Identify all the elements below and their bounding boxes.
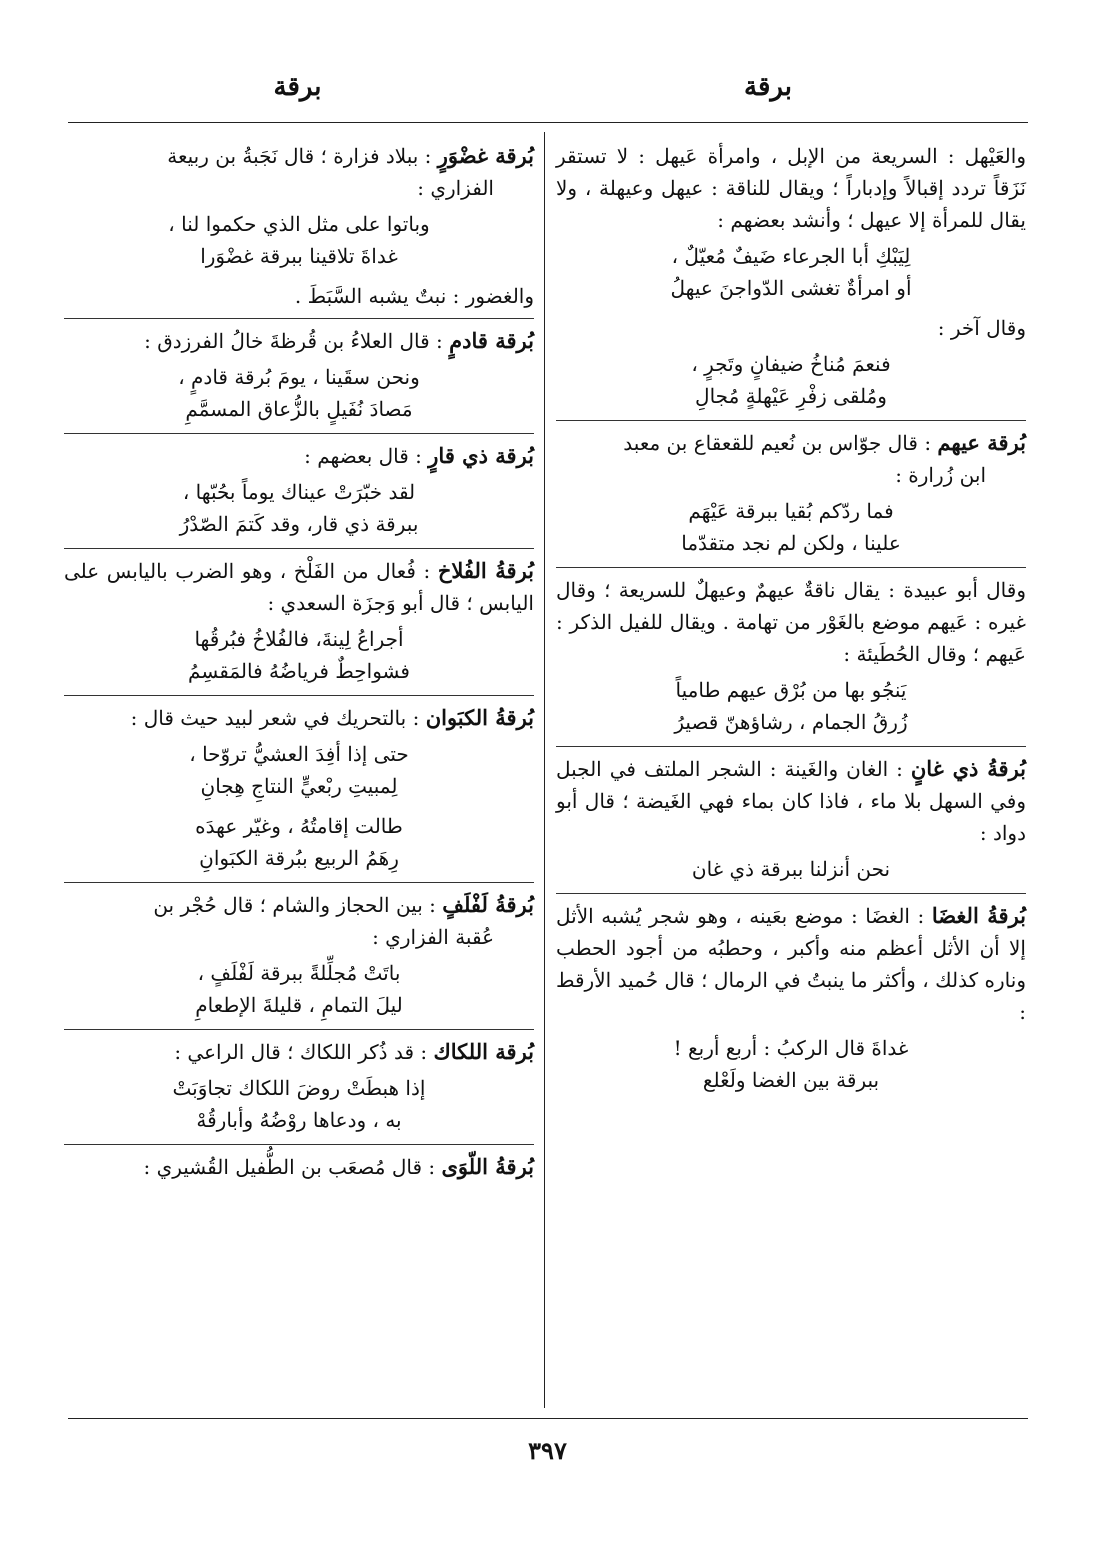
entry-text: : الغضَا : موضع بعَينه ، وهو شجر يُشبه الأثل إلا أن الأثل أعظم منه وأكبر ، وحطبُه من أجود الحطب وناره كذلك ، وأكثر ما ينبتُ في الرمال ؛ قال حُميد الأرقط :: [556, 904, 1026, 1024]
verse-line: أجراعُ لِينةَ، فالفُلاخُ فبُرقُها: [194, 627, 404, 651]
verse-line: فشواحِطٌ فرياضُهُ فالمَقسِمُ: [188, 659, 410, 683]
entry-text: وقال أبو عبيدة : يقال ناقةٌ عيهمٌ وعيهلٌ للسريعة ؛ وقال غيره : عَيهم موضع بالغَوْر من تهامة . ويقال للفيل الذكر : عَيهم ؛ وقال الحُطَيئة :: [556, 578, 1026, 666]
verse-line: مَصادَ نُفَيلٍ بالزُّعاق المسمَّمِ: [185, 397, 413, 421]
verse: [64, 957, 534, 1021]
verse: [64, 1072, 534, 1136]
verse: [556, 674, 1026, 738]
entry-text: ابن زُرارة :: [895, 463, 986, 487]
verse-line: لِمبيتِ ربْعيٍّ النتاجِ هِجانِ: [200, 774, 398, 798]
entry-divider: [64, 433, 534, 434]
entry: [64, 702, 534, 734]
verse: [556, 853, 1026, 885]
entry-divider: [556, 420, 1026, 421]
entry-divider: [556, 567, 1026, 568]
entry-text: والغضور : نبتٌ يشبه السَّبَطَ .: [294, 284, 534, 308]
verse: [64, 361, 534, 425]
entry-text: عُقبة الفزاري :: [372, 925, 494, 949]
headword: بُرقةُ الكبَوان: [425, 705, 534, 730]
headword: بُرقةُ ذي غانٍ: [910, 756, 1026, 781]
verse: [64, 738, 534, 802]
verse-line: إذا هبطَتْ روضَ اللكاك تجاوَبَتْ: [172, 1076, 426, 1100]
verse: [64, 208, 534, 272]
verse-line: زُرقُ الجمام ، رشاؤهنّ قصيرُ: [674, 710, 908, 734]
running-header-right: برقة: [744, 72, 792, 102]
headword: بُرقة غضْوَرٍ: [437, 143, 534, 168]
verse-line: وباتوا على مثل الذي حكموا لنا ،: [168, 212, 430, 236]
headword: بُرقة عيهم: [937, 430, 1026, 455]
entry-text: : ببلاد فزارة ؛ قال نَجَبةُ بن ربيعة: [167, 144, 432, 168]
entry-text: : فُعال من الفَلْخ ، وهو الضرب باليابس على اليابس ؛ قال أبو وَجزَة السعدي :: [64, 559, 534, 615]
verse-line: نحن أنزلنا ببرقة ذي غان: [691, 857, 891, 881]
headword: بُرقةُ لَفْلَفٍ: [442, 892, 534, 917]
entry-text: والعَيْهل : السريعة من الإبل ، وامرأة عَيهل : لا تستقر نَزَقاً تردد إقبالاً وإدباراً ؛ ويقال للناقة : عيهل وعيهلة ، ولا يقال للمرأة إلا عيهل ؛ وأنشد بعضهم :: [556, 144, 1026, 232]
entry: [64, 325, 534, 357]
verse-line: ببرقة ذي قار، وقد كَتمَ الصّدْرُ: [179, 512, 419, 536]
verse-line: لِيَبْكِ أبا الجرعاء ضَيفٌ مُعيّلٌ ،: [671, 244, 911, 268]
verse-line: علينا ، ولكن لم نجد متقدّما: [681, 531, 901, 555]
verse-line: ليلَ التمامِ ، قليلةَ الإطعامِ: [195, 993, 403, 1017]
verse: [556, 495, 1026, 559]
verse-line: به ، ودعاها روْضُهُ وأبارقُهْ: [196, 1108, 402, 1132]
verse-line: يَنجُو بها من بُرْق عيهم طامياً: [675, 678, 907, 702]
entry-text: : قد ذُكر اللكاك ؛ قال الراعي :: [174, 1040, 428, 1064]
entry: [64, 555, 534, 619]
headword: بُرقة ذي قارٍ: [428, 443, 534, 468]
column-divider: [544, 132, 545, 1408]
verse: [64, 623, 534, 687]
verse-line: فما ردّكم بُقيا ببرقة عَيْهَم: [688, 499, 894, 523]
verse-line: فنعمَ مُناخُ ضيفانٍ وتَجرٍ ،: [691, 352, 891, 376]
running-header-left: برقة: [273, 72, 322, 102]
verse-line: لقد خبّرَتْ عيناك يوماً بحُبّها ،: [182, 480, 416, 504]
entry-divider: [64, 1144, 534, 1145]
verse-line: غداةَ قال الركبُ : أربع أربع !: [673, 1036, 909, 1060]
headword: بُرقةُ الغضَا: [931, 903, 1027, 928]
verse: [64, 810, 534, 874]
entry-text: : بين الحجاز والشام ؛ قال حُجْر بن: [153, 893, 436, 917]
entry: [64, 889, 534, 953]
verse: [64, 476, 534, 540]
entry-text: : قال العلاءُ بن قُرظةَ خالُ الفرزدق :: [144, 329, 443, 353]
verse-line: غداةَ تلاقينا ببرقة غضْوَرا: [200, 244, 398, 268]
entry-text: : الغان والغَينة : الشجر الملتف في الجبل وفي السهل بلا ماء ، فاذا كان بماء فهي الغَيضة ؛ قال أبو دواد :: [556, 757, 1026, 845]
headword: بُرقةُ الفُلاخ: [437, 558, 535, 583]
entry-divider: [64, 548, 534, 549]
verse-line: ونحن سقَينا ، يومَ بُرقة قادمٍ ،: [178, 365, 420, 389]
right-column: [556, 140, 1026, 1104]
verse-line: حتى إذا أفِدَ العشيُّ تروّحا ،: [189, 742, 409, 766]
entry-divider: [64, 882, 534, 883]
bottom-rule: [68, 1418, 1028, 1419]
entry-divider: [556, 746, 1026, 747]
entry: [556, 900, 1026, 1028]
entry-divider: [64, 1029, 534, 1030]
entry-text: : قال بعضهم :: [304, 444, 422, 468]
entry: [64, 1036, 534, 1068]
entry-text: : بالتحريك في شعر لبيد حيث قال :: [130, 706, 420, 730]
entry-text: الفزاري :: [417, 176, 494, 200]
top-rule: [68, 122, 1028, 123]
entry-divider: [64, 318, 534, 319]
verse-line: أو امرأةٌ تغشى الدّواجنَ عيهلُ: [670, 276, 912, 300]
left-column: [64, 140, 534, 1187]
verse-line: باتَتْ مُجلِّلةً ببرقة لَفْلَفٍ ،: [197, 961, 401, 985]
verse-line: طالت إقامتُهُ ، وغيّر عهدَه: [195, 814, 403, 838]
entry: [64, 140, 534, 204]
entry: [556, 427, 1026, 491]
entry-text: : قال جوّاس بن نُعيم للقعقاع بن معبد: [623, 431, 932, 455]
headword: بُرقةُ اللّوَى: [441, 1154, 534, 1179]
verse-line: رِهَمُ الربيع ببُرقة الكبَوانِ: [199, 846, 399, 870]
entry-divider: [556, 893, 1026, 894]
entry: [556, 753, 1026, 849]
page-number: ٣٩٧: [528, 1436, 567, 1465]
verse: [556, 240, 1026, 304]
entry: [64, 1151, 534, 1183]
entry-text: وقال آخر :: [937, 316, 1026, 340]
verse: [556, 348, 1026, 412]
verse-line: ومُلقى زفْرِ عَيْهلةٍ مُجالِ: [695, 384, 887, 408]
headword: بُرقة قادمٍ: [449, 328, 534, 353]
entry-text: : قال مُصعَب بن الطُّفيل القُشيري :: [143, 1155, 436, 1179]
verse-line: ببرقة بين الغضا ولَعْلع: [702, 1068, 880, 1092]
entry: [64, 440, 534, 472]
entry-divider: [64, 695, 534, 696]
verse: [556, 1032, 1026, 1096]
headword: بُرقة اللكاك: [433, 1039, 534, 1064]
